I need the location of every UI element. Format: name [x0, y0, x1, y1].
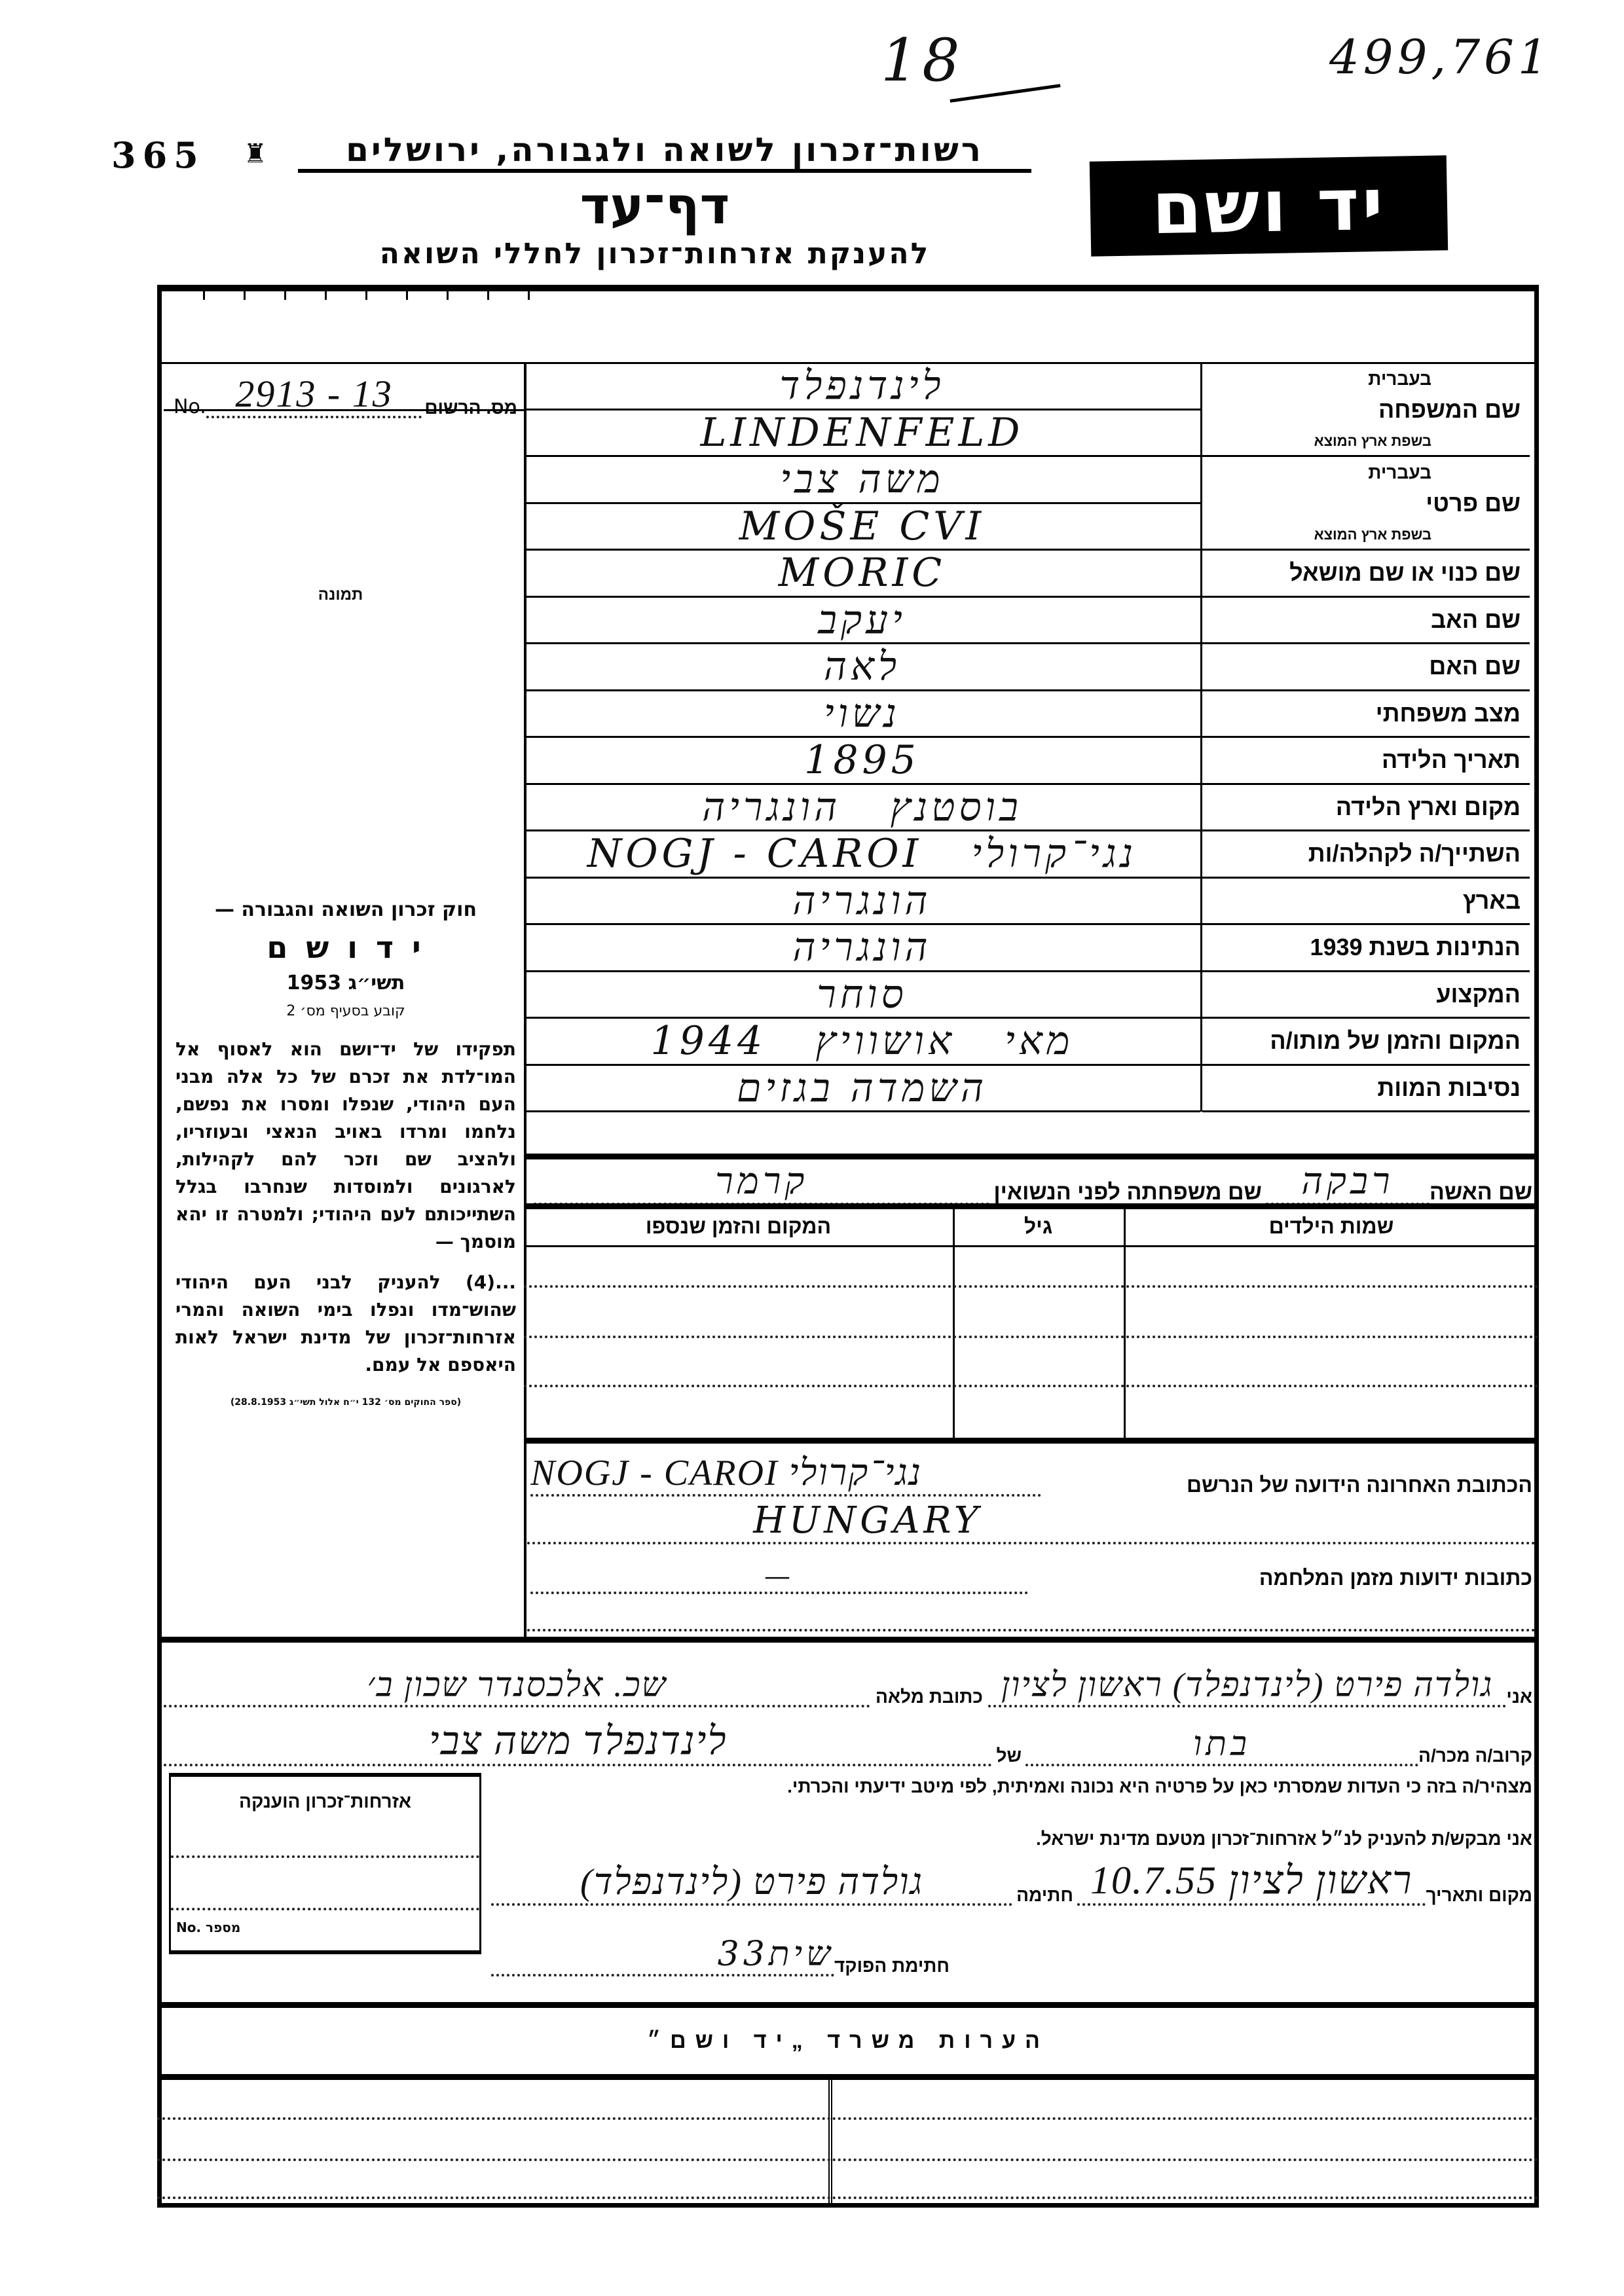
profession-field[interactable]	[524, 972, 1200, 1019]
last-address-line-1[interactable]: NOGJ - CAROI נגי־קרולי	[530, 1452, 1041, 1497]
declaration-top-divider	[157, 1637, 1539, 1643]
registration-divider	[164, 409, 524, 411]
of-value[interactable]: לינדנפלד משה צבי	[164, 1719, 992, 1766]
given-name-latin-field[interactable]	[524, 504, 1200, 551]
law-title: חוק זכרון השואה והגבורה —	[214, 898, 477, 921]
nationality-1939-field[interactable]	[524, 925, 1200, 972]
birth-date-field[interactable]	[524, 738, 1200, 785]
form-subtitle: להענקת אזרחות־זכרון לחללי השואה	[379, 237, 931, 270]
relation-value[interactable]: בתו	[1025, 1724, 1418, 1766]
label-column-divider	[1200, 362, 1202, 1112]
page-number: 365	[111, 134, 205, 176]
form-label-text: נסיבות המוות	[1377, 1074, 1521, 1101]
children-row-line[interactable]	[524, 1385, 1539, 1387]
yad-vashem-logo	[1090, 155, 1448, 256]
profession-value: סוחר	[817, 971, 908, 1017]
law-paragraph-2: ...(4) להעניק לבני העם היהודי שהוש־מדו ונפלו בימי השואה והמרי אזרחות־זכרון של מדינת ישראל לאות היאספם אל עמם.	[175, 1271, 516, 1376]
officer-label: חתימת הפוקד	[834, 1956, 950, 1976]
children-top-divider	[524, 1203, 1539, 1209]
comments-column-divider	[828, 2079, 832, 2203]
nickname-value: MORIC	[778, 550, 946, 596]
birth-place-value: בוסטנץ הונגריה	[702, 784, 1022, 830]
children-col-place: המקום והזמן שנספו	[645, 1214, 832, 1238]
strip-tick	[528, 288, 530, 300]
community-field[interactable]	[524, 831, 1200, 879]
children-row-line[interactable]	[524, 1285, 1539, 1288]
nationality-1939-value: הונגריה	[792, 924, 932, 971]
origin-language-sublabel: בשפת ארץ המוצא	[1314, 526, 1431, 543]
law-citation: (ספר החוקים מס׳ 132 י״ח אלול תשי״ג 28.8.1953)	[230, 1397, 462, 1408]
children-col-names: שמות הילדים	[1268, 1214, 1394, 1238]
strip-tick	[244, 288, 246, 300]
wife-maiden-name[interactable]: קרמר	[534, 1160, 989, 1205]
declaration-request: אני מבקש/ת להעניק לנ״ל אזרחות־זכרון מטעם מדינת ישראל.	[1035, 1829, 1532, 1849]
strip-tick	[325, 288, 327, 300]
form-label-text: שם האב	[1431, 606, 1521, 633]
hebrew-sublabel: בעברית	[1368, 462, 1431, 483]
strip-tick	[406, 288, 408, 300]
children-row-line[interactable]	[524, 1336, 1539, 1338]
family-name-hebrew-value: לינדנפלד	[779, 363, 945, 409]
form-label-text: שם פרטי	[1426, 490, 1521, 517]
declaration-statement: מצהיר/ה בזה כי העדות שמסרתי כאן על פרטיה היא נכונה ואמיתית, לפי מיטב ידיעתי והכרתי.	[787, 1776, 1532, 1796]
form-label	[1202, 972, 1530, 1019]
law-clause: קובע בסעיף מס׳ 2	[286, 1003, 405, 1019]
wife-label: שם האשה	[1429, 1180, 1532, 1205]
strip-tick	[203, 288, 205, 300]
place-date-label: מקום ותאריך	[1426, 1885, 1532, 1905]
comments-header-divider	[157, 2074, 1539, 2080]
office-box-number[interactable]	[176, 1920, 240, 1935]
family-name-latin-value: LINDENFELD	[700, 409, 1024, 456]
father-name-field[interactable]	[524, 598, 1200, 645]
form-label-text: המקום והזמן של מותו/ה	[1270, 1027, 1521, 1055]
law-paragraph-1: תפקידו של יד־ושם הוא לאסוף אל המו־לדת את זכרם של כל אלה מבני העם היהודי, שנפלו ומסרו את נפשם, נלחמו ומרדו באויב הנאצי ובעוזריו, ולהציב שם וזכר להם לקהילות, לארגונים ולמוסדות שנחרבו בגלל השתייכותם לעם היהודי; ולמטרה זו יהא מוסמך —	[175, 1038, 516, 1252]
marital-status-field[interactable]	[524, 691, 1200, 738]
authority-name: רשות־זכרון לשואה ולגבורה, ירושלים	[298, 131, 1031, 173]
wife-name[interactable]: רבקה	[1266, 1160, 1430, 1205]
of-label: של	[996, 1745, 1022, 1766]
form-label-text: השתייך/ה לקהלה/ות	[1308, 840, 1521, 867]
children-col-age: גיל	[1024, 1214, 1053, 1238]
form-label-text: בארץ	[1462, 886, 1521, 914]
form-label-text: שם המשפחה	[1378, 396, 1521, 423]
war-address-value[interactable]: —	[530, 1561, 1028, 1594]
war-address-line-2[interactable]	[527, 1629, 1536, 1631]
strip-tick	[447, 288, 449, 300]
country-field[interactable]	[524, 879, 1200, 926]
submitter-signature[interactable]: גולדה פירט (לינדנפלד)	[491, 1861, 1012, 1906]
annotation-underline	[950, 84, 1060, 103]
form-label	[1202, 551, 1530, 598]
given-name-latin-value: MOŠE CVI	[739, 503, 986, 549]
marital-status-value: נשוי	[823, 690, 901, 737]
logo-text: יד ושם	[1151, 162, 1387, 250]
nickname-field[interactable]	[524, 551, 1200, 598]
office-box-number-prefix: No.	[176, 1920, 202, 1935]
death-circumstances-field[interactable]	[524, 1066, 1200, 1113]
office-box	[169, 1773, 481, 1954]
strip-tick	[284, 288, 286, 300]
comments-top-divider	[157, 2002, 1539, 2008]
form-label	[1202, 691, 1530, 738]
community-value: NOGJ - CAROI נגי־קרולי	[587, 831, 1137, 877]
origin-language-sublabel: בשפת ארץ המוצא	[1314, 433, 1431, 449]
office-box-line[interactable]	[171, 1855, 479, 1858]
section-divider	[524, 1154, 1539, 1159]
comments-line[interactable]	[157, 2196, 1539, 2199]
death-place-time-value: 1944 מאי אושוויץ	[650, 1018, 1074, 1065]
folio-annotation: 18	[881, 26, 964, 95]
office-box-title: אזרחות־זכרון הוענקה	[239, 1791, 411, 1812]
form-label	[1202, 363, 1530, 457]
form-label	[1202, 785, 1530, 832]
country-value: הונגריה	[792, 877, 932, 924]
comments-title: הערות משרד „יד ושם״	[646, 2028, 1050, 2053]
place-date-value[interactable]: ראשון לציון 10.7.55	[1077, 1858, 1426, 1906]
office-box-line[interactable]	[171, 1908, 479, 1910]
form-label-text: שם האם	[1429, 653, 1521, 680]
law-name: י ד ו ש ם	[267, 930, 425, 965]
form-label-text: שם כנוי או שם מושאל	[1289, 559, 1521, 587]
maiden-name-label: שם משפחתה לפני הנשואין	[993, 1180, 1262, 1205]
form-label	[1202, 457, 1530, 551]
given-name-hebrew-field[interactable]	[524, 457, 1200, 504]
father-name-value: יעקב	[818, 596, 906, 643]
birth-place-field[interactable]	[524, 785, 1200, 832]
family-name-latin-field[interactable]	[524, 410, 1200, 458]
form-label	[1202, 738, 1530, 785]
address-top-divider	[524, 1438, 1539, 1444]
mother-name-field[interactable]	[524, 644, 1200, 691]
office-box-number-label: מספר	[206, 1920, 241, 1935]
strip-tick	[487, 288, 489, 300]
registration-number-field[interactable]	[174, 372, 517, 418]
form-label-text: המקצוע	[1436, 980, 1521, 1008]
form-label-text: מקום וארץ הלידה	[1335, 793, 1521, 820]
last-address-label: הכתובת האחרונה הידועה של הנרשם	[1186, 1473, 1532, 1497]
form-title: דף־עד	[580, 177, 730, 236]
form-label-text: מצב משפחתי	[1375, 699, 1521, 727]
mother-name-value: לאה	[823, 644, 901, 690]
form-label-text: תאריך הלידה	[1381, 746, 1521, 774]
relation-row[interactable]	[164, 1719, 1532, 1766]
officer-signature[interactable]: שית33	[491, 1935, 834, 1977]
officer-row[interactable]	[491, 1935, 950, 1977]
registration-label: מס. הרשום	[424, 397, 517, 418]
law-year: תשי״ג 1953	[286, 972, 405, 994]
children-names-divider	[1124, 1205, 1126, 1440]
comments-line[interactable]	[157, 2159, 1539, 2161]
registration-number: 2913 - 13	[206, 372, 422, 418]
form-label	[1202, 831, 1530, 879]
form-label	[1202, 1019, 1530, 1066]
full-address[interactable]: שכ. אלכסנדר שכון ב׳	[164, 1666, 870, 1707]
form-label	[1202, 925, 1530, 972]
death-circumstances-value: השמדה בגזים	[736, 1065, 988, 1111]
last-address-line-2[interactable]: HUNGARY	[527, 1499, 1536, 1544]
family-name-hebrew-field[interactable]	[524, 363, 1200, 410]
i-label: אני	[1506, 1686, 1532, 1707]
archive-number-annotation: 499,761	[1329, 29, 1552, 84]
form-label	[1202, 598, 1530, 645]
war-address-label: כתובות ידועות מזמן המלחמה	[1259, 1566, 1532, 1590]
relation-label: קרוב/ה מכר/ה	[1418, 1745, 1532, 1766]
submitter-row[interactable]	[164, 1666, 1532, 1707]
law-block	[175, 897, 516, 1409]
submitter-name[interactable]: גולדה פירט (לינדנפלד) ראשון לציון	[988, 1666, 1506, 1707]
registration-prefix: No.	[174, 395, 206, 418]
children-age-divider	[953, 1205, 955, 1440]
form-label	[1202, 1066, 1530, 1113]
wife-row[interactable]	[534, 1160, 1532, 1205]
children-header-divider	[524, 1245, 1539, 1247]
full-address-label: כתובת מלאה	[875, 1686, 983, 1707]
hebrew-sublabel: בעברית	[1368, 369, 1431, 389]
form-label-text: הנתינות בשנת 1939	[1310, 934, 1521, 961]
emblem-icon: ♜	[244, 139, 267, 169]
photo-label: תמונה	[318, 586, 363, 604]
given-name-hebrew-value: משה צבי	[780, 456, 944, 503]
death-place-time-field[interactable]	[524, 1019, 1200, 1066]
form-label	[1202, 644, 1530, 691]
comments-line[interactable]	[157, 2117, 1539, 2120]
form-label	[1202, 879, 1530, 926]
birth-date-value: 1895	[804, 737, 920, 784]
strip-tick	[365, 288, 367, 300]
signature-label: חתימה	[1016, 1885, 1073, 1905]
place-date-row[interactable]	[491, 1858, 1532, 1906]
